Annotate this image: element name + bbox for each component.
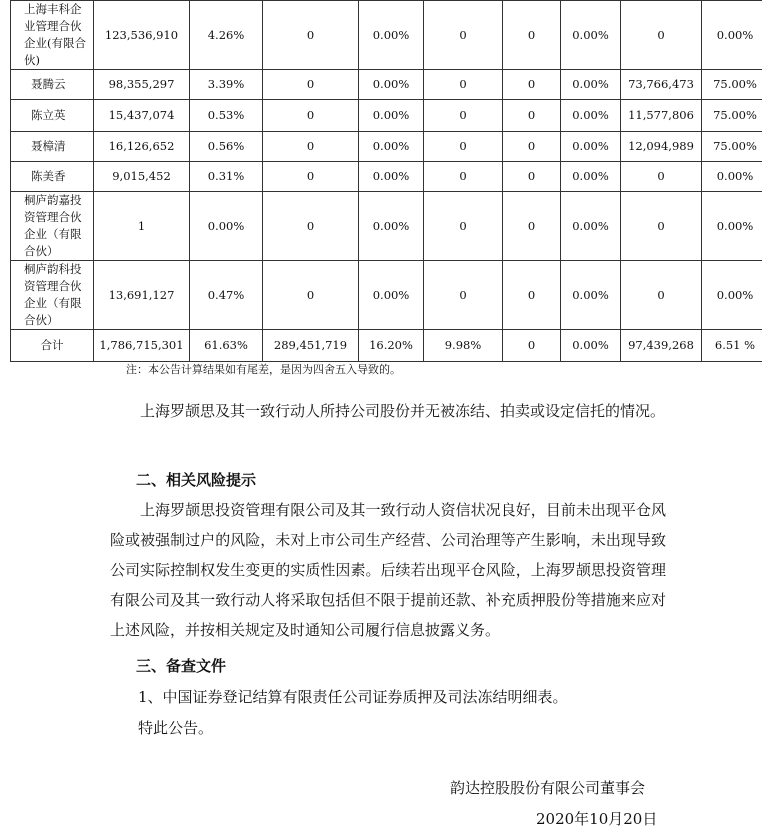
table-cell: 0 xyxy=(503,192,561,261)
table-cell: 0 xyxy=(424,192,503,261)
table-row xyxy=(11,330,762,362)
table-cell: 75.00% xyxy=(702,70,762,100)
section-2-body: 上海罗颉思投资管理有限公司及其一致行动人资信状况良好，目前未出现平仓风险或被强制过户的风险，未对上市公司生产经营、公司治理等产生影响，未出现导致公司实际控制权发生变更的实质性因素。后续若出现平仓风险，上海罗颉思投资管理有限公司及其一致行动人将采取包括但不限于提前还款、补充质押股份等措施来应对上述风险，并按相关规定及时通知公司履行信息披露义务。 xyxy=(110,501,666,639)
table-cell: 16.20% xyxy=(359,330,424,362)
table-cell: 98,355,297 xyxy=(94,70,190,100)
table-cell: 0.00% xyxy=(702,192,762,261)
table-cell: 289,451,719 xyxy=(263,330,359,362)
shareholder-name: 合计 xyxy=(11,330,94,362)
table-cell: 0.00% xyxy=(561,192,621,261)
table-cell: 0 xyxy=(263,162,359,192)
table-cell: 97,439,268 xyxy=(621,330,702,362)
section-2-heading: 二、相关风险提示 xyxy=(136,471,257,489)
table-cell: 0 xyxy=(503,132,561,162)
table-cell: 12,094,989 xyxy=(621,132,702,162)
shareholder-name: 聂腾云 xyxy=(11,70,94,100)
table-row xyxy=(11,132,762,162)
table-cell: 0.00% xyxy=(702,162,762,192)
shareholder-name: 桐庐韵科投资管理合伙企业（有限合伙） xyxy=(11,261,94,330)
table-cell: 0 xyxy=(503,162,561,192)
table-cell: 0 xyxy=(263,1,359,70)
table-cell: 0.00% xyxy=(359,192,424,261)
table-cell: 61.63% xyxy=(190,330,263,362)
table-cell: 0.00% xyxy=(359,1,424,70)
table-cell: 0.00% xyxy=(190,192,263,261)
table-cell: 0.00% xyxy=(702,261,762,330)
table-cell: 0.00% xyxy=(561,261,621,330)
table-cell: 0.00% xyxy=(561,132,621,162)
table-cell: 123,536,910 xyxy=(94,1,190,70)
table-cell: 0 xyxy=(424,261,503,330)
closing-statement: 特此公告。 xyxy=(138,719,214,737)
freeze-statement: 上海罗颉思及其一致行动人所持公司股份并无被冻结、拍卖或设定信托的情况。 xyxy=(140,402,666,420)
table-cell: 4.26% xyxy=(190,1,263,70)
table-cell: 0 xyxy=(503,70,561,100)
table-cell: 0.00% xyxy=(359,70,424,100)
table-cell: 0 xyxy=(621,192,702,261)
table-cell: 0.00% xyxy=(561,162,621,192)
table-cell: 1,786,715,301 xyxy=(94,330,190,362)
table-cell: 9,015,452 xyxy=(94,162,190,192)
table-cell: 73,766,473 xyxy=(621,70,702,100)
table-cell: 3.39% xyxy=(190,70,263,100)
table-cell: 0.00% xyxy=(359,132,424,162)
table-cell: 0 xyxy=(503,1,561,70)
shareholder-name: 陈立英 xyxy=(11,100,94,132)
table-cell: 11,577,806 xyxy=(621,100,702,132)
shareholding-table xyxy=(10,0,762,362)
table-cell: 0 xyxy=(503,100,561,132)
table-footnote: 注：本公告计算结果如有尾差，是因为四舍五入导致的。 xyxy=(126,363,401,376)
table-cell: 0.00% xyxy=(359,162,424,192)
signature-company: 韵达控股股份有限公司董事会 xyxy=(450,779,646,797)
table-cell: 0 xyxy=(263,192,359,261)
table-row xyxy=(11,1,762,70)
table-cell: 0.00% xyxy=(561,1,621,70)
table-cell: 15,437,074 xyxy=(94,100,190,132)
table-cell: 0.31% xyxy=(190,162,263,192)
table-row xyxy=(11,100,762,132)
table-cell: 0 xyxy=(424,70,503,100)
table-cell: 0.53% xyxy=(190,100,263,132)
table-cell: 0 xyxy=(503,261,561,330)
table-cell: 0.00% xyxy=(702,1,762,70)
table-cell: 0.56% xyxy=(190,132,263,162)
table-cell: 75.00% xyxy=(702,132,762,162)
table-cell: 9.98% xyxy=(424,330,503,362)
table-cell: 75.00% xyxy=(702,100,762,132)
shareholder-name: 上海丰科企业管理合伙企业(有限合伙) xyxy=(11,1,94,70)
table-cell: 0.00% xyxy=(359,261,424,330)
shareholder-name: 陈美香 xyxy=(11,162,94,192)
table-cell: 0.00% xyxy=(359,100,424,132)
table-cell: 0.00% xyxy=(561,70,621,100)
table-cell: 0.47% xyxy=(190,261,263,330)
table-cell: 6.51 % xyxy=(702,330,762,362)
shareholder-name: 桐庐韵嘉投资管理合伙企业（有限合伙） xyxy=(11,192,94,261)
reference-document-item: 1、中国证券登记结算有限责任公司证券质押及司法冻结明细表。 xyxy=(138,688,568,706)
table-cell: 0.00% xyxy=(561,330,621,362)
table-cell: 0 xyxy=(263,132,359,162)
shareholder-name: 聂樟清 xyxy=(11,132,94,162)
table-cell: 0 xyxy=(263,261,359,330)
table-row xyxy=(11,70,762,100)
signature-date: 2020年10月20日 xyxy=(536,810,658,828)
table-row xyxy=(11,162,762,192)
table-row xyxy=(11,261,762,330)
table-cell: 16,126,652 xyxy=(94,132,190,162)
table-cell: 0 xyxy=(424,162,503,192)
table-cell: 0 xyxy=(424,100,503,132)
table-row xyxy=(11,192,762,261)
table-cell: 0 xyxy=(621,1,702,70)
table-cell: 0 xyxy=(263,70,359,100)
table-cell: 0 xyxy=(503,330,561,362)
table-cell: 1 xyxy=(94,192,190,261)
table-cell: 0.00% xyxy=(561,100,621,132)
section-3-heading: 三、备查文件 xyxy=(136,657,227,675)
table-cell: 0 xyxy=(263,100,359,132)
table-cell: 0 xyxy=(621,162,702,192)
table-cell: 13,691,127 xyxy=(94,261,190,330)
table-cell: 0 xyxy=(424,1,503,70)
table-cell: 0 xyxy=(424,132,503,162)
table-cell: 0 xyxy=(621,261,702,330)
